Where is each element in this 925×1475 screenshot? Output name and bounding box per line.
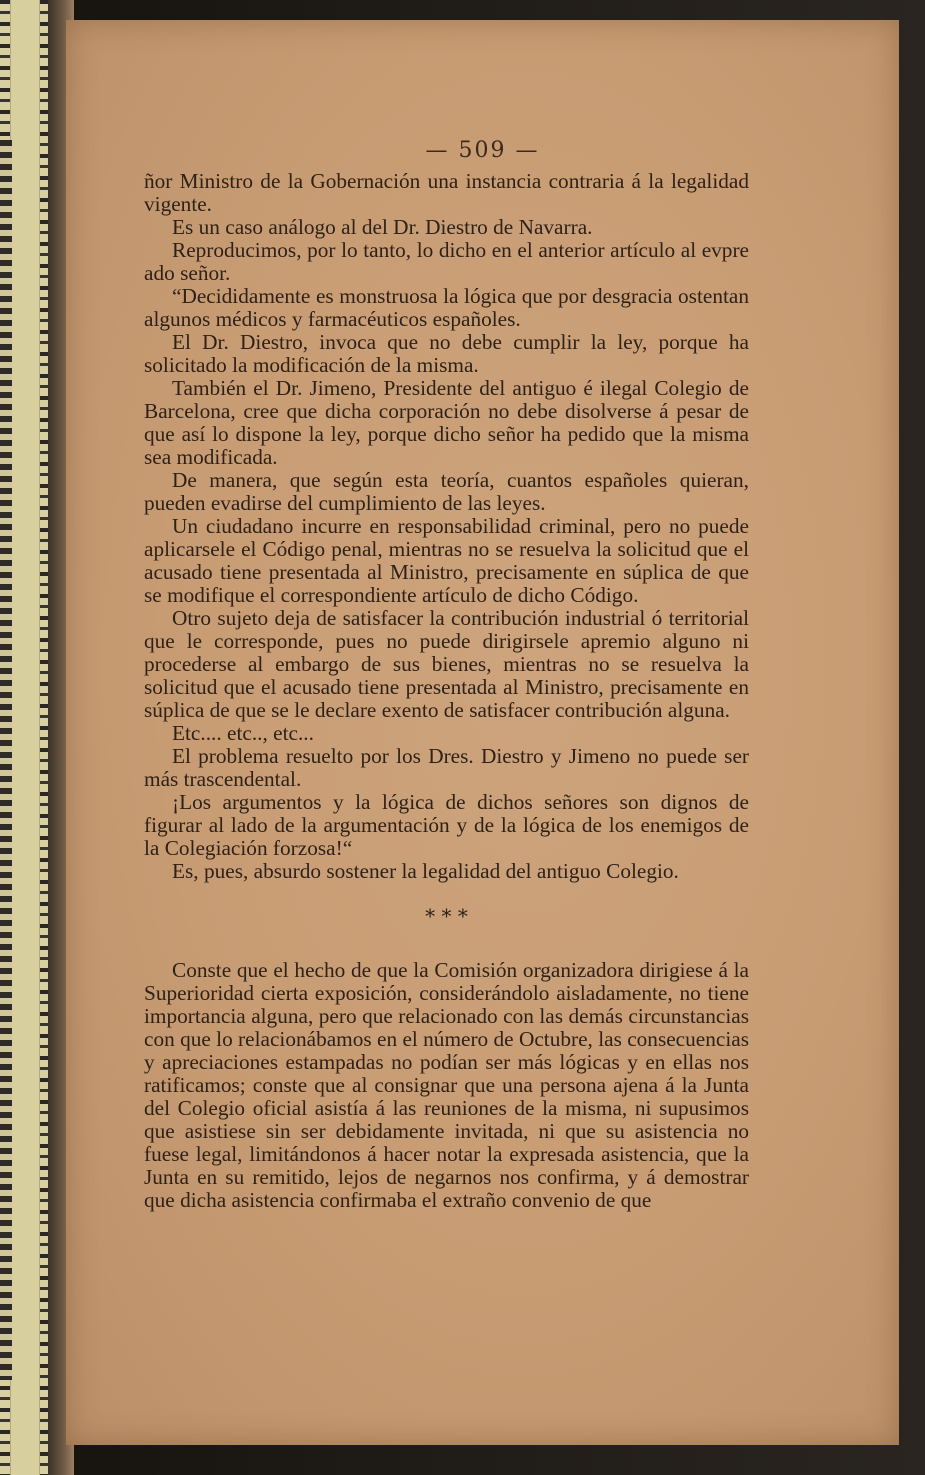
paragraph: “Decididamente es monstruosa la lógica que por desgracia ostentan algunos médicos y farmacéuticos españoles. (144, 284, 749, 331)
book-page (66, 20, 899, 1445)
paragraph: Conste que el hecho de que la Comisión organizadora dirigiese á la Superioridad cierta exposición, considerándolo aisladamente, no tiene importancia alguna, pero que relacionado con las demás circunstancias con que lo relacionábamos en el número de Octubre, las consecuencias y apreciaciones estampadas no podían ser más lógicas y en ellas nos ratificamos; conste que al consignar que una persona ajena á la Junta del Colegio oficial asistía á las reuniones de la misma, ni supusimos que asistiese sin ser debidamente invitada, ni que su asistencia no fuese legal, limitándonos á hacer notar la expresada asistencia, que la Junta en su remitido, lejos de negarnos nos confirma, y á demostrar que dicha asistencia confirmaba el extraño convenio de que (144, 958, 749, 1212)
section-break-asterism: * * * (425, 904, 468, 928)
paragraphs-after-break (144, 959, 749, 1212)
paragraph: El Dr. Diestro, invoca que no debe cumplir la ley, porque ha solicitado la modificación de la misma. (144, 330, 749, 377)
paragraphs-before-break (144, 170, 749, 883)
paragraph: Es, pues, absurdo sostener la legalidad del antiguo Colegio. (172, 859, 679, 883)
paragraph: ¡Los argumentos y la lógica de dichos señores son dignos de figurar al lado de la argumentación y de la lógica de los enemigos de la Colegiación forzosa!“ (144, 790, 749, 860)
paragraph: También el Dr. Jimeno, Presidente del antiguo é ilegal Colegio de Barcelona, cree que dicha corporación no debe disolverse á pesar de que así lo dispone la ley, porque dicho señor ha pedido que la misma sea modificada. (144, 376, 749, 469)
paragraph: Otro sujeto deja de satisfacer la contribución industrial ó territorial que le corresponde, pues no puede dirigirsele apremio alguno ni procederse al embargo de sus bienes, mientras no se resuelva la solicitud que el acusado tiene presentada al Ministro, precisamente en súplica de que se le declare exento de satisfacer contribución alguna. (144, 606, 749, 722)
cover-edge (10, 0, 40, 1475)
paragraph: De manera, que según esta teoría, cuantos españoles quieran, pueden evadirse del cumplimiento de las leyes. (144, 468, 749, 515)
cover-binding (0, 0, 48, 1475)
body-text (144, 170, 749, 1212)
page-number: — 509 — (425, 138, 540, 163)
paragraph: Un ciudadano incurre en responsabilidad criminal, pero no puede aplicarsele el Código penal, mientras no se resuelva la solicitud que el acusado tiene presentada al Ministro, precisamente en súplica de que se modifique el correspondiente artículo de dicho Código. (144, 514, 749, 607)
decorative-border-pattern (0, 140, 12, 1380)
paragraph: Etc.... etc.., etc... (172, 721, 314, 745)
paragraph: Es un caso análogo al del Dr. Diestro de Navarra. (172, 215, 593, 239)
paragraph: El problema resuelto por los Dres. Diestro y Jimeno no puede ser más trascendental. (144, 744, 749, 791)
paragraph: Reproducimos, por lo tanto, lo dicho en el anterior artículo al evpre ado señor. (144, 238, 749, 285)
paragraph: ñor Ministro de la Gobernación una instancia contraria á la legalidad vigente. (144, 169, 749, 216)
